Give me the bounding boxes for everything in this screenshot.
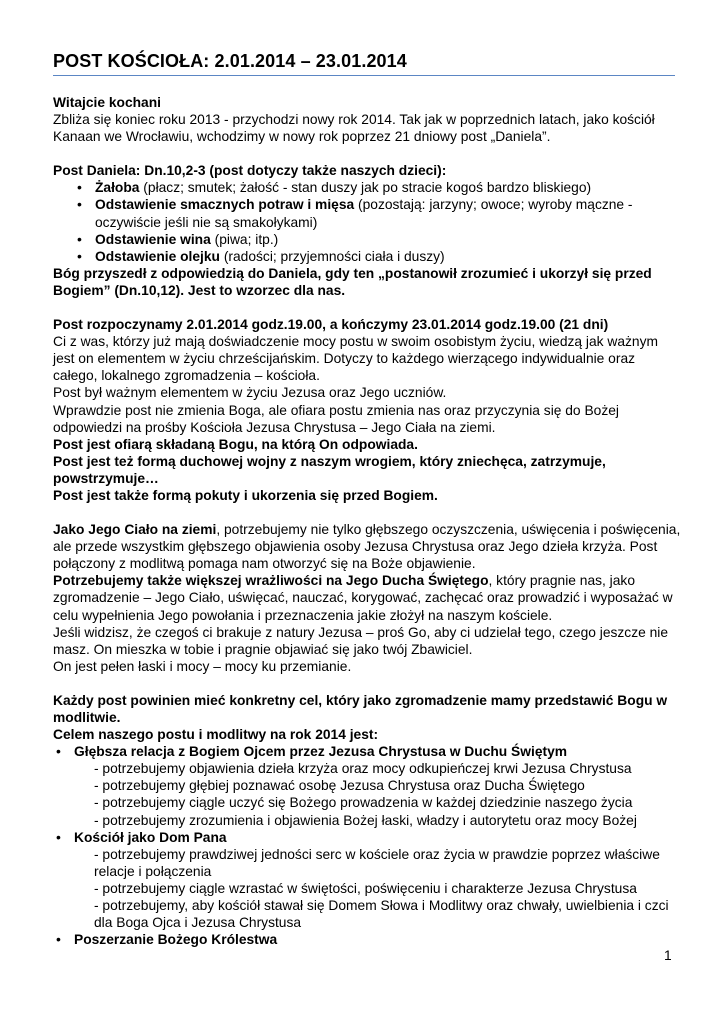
item-label: Żałoba <box>95 180 140 196</box>
statement-repentance: Post jest także formą pokuty i ukorzenia się przed Bogiem. <box>53 487 438 503</box>
goal-line: - potrzebujemy zrozumienia i objawienia Bożej łaski, władzy i autorytetu oraz mocy Bożej <box>94 812 637 828</box>
dates-paragraph-3: Wprawdzie post nie zmienia Boga, ale ofiara postu zmienia nas oraz przyczynia się do Bożej odpowiedzi na prośby Kościoła Jezusa Chrystusa – Jego Ciała na ziemi. <box>53 402 619 435</box>
greeting: Witajcie kochani <box>53 95 161 110</box>
dates-paragraph-2: Post był ważnym elementem w życiu Jezusa oraz Jego uczniów. <box>53 385 447 401</box>
goal-line: - potrzebujemy ciągle uczyć się Bożego prowadzenia w każdej dziedzinie naszego życia <box>94 795 633 811</box>
body-text-2: , który pragnie nas, jako zgromadzenie – Jego Ciało, uświęcać, nauczać, korygować, zachęcać oraz prowadzić i wyposażać w celu wypełnienia Jego powołania i przeznaczenia jakie złożył na naszym kościele. <box>53 573 673 623</box>
goal-item-title: Głębsza relacja z Bogiem Ojcem przez Jezusa Chrystusa w Duchu Świętym <box>74 744 568 760</box>
body-paragraph-4: On jest pełen łaski i mocy – mocy ku przemianie. <box>53 658 352 674</box>
goal-intro: Każdy post powinien mieć konkretny cel, który jako zgromadzenie mamy przedstawić Bogu w modlitwie. <box>53 692 668 725</box>
list-item <box>53 248 683 265</box>
goal-item-title: Kościół jako Dom Pana <box>74 829 227 845</box>
item-label: Odstawienie smacznych potraw i mięsa <box>95 197 355 213</box>
list-item <box>53 179 683 196</box>
dates-paragraph-1: Ci z was, którzy już mają doświadczenie mocy postu w swoim osobistym życiu, wiedzą jak ważnym jest on elementem w życiu chrześcijańskim. Dotyczy to każdego wierzącego indywidualnie oraz całego, lokalnego zgromadzenia – kościoła. <box>53 334 658 384</box>
page-number: 1 <box>664 948 672 963</box>
list-item <box>53 196 683 230</box>
dates-heading: Post rozpoczynamy 2.01.2014 godz.19.00, a kończymy 23.01.2014 godz.19.00 (21 dni) <box>53 317 609 333</box>
statement-offering: Post jest ofiarą składaną Bogu, na którą On odpowiada. <box>53 436 418 452</box>
goal-line: - potrzebujemy ciągle wzrastać w świętości, poświęceniu i charakterze Jezusa Chrystusa <box>94 880 637 896</box>
goal-heading: Celem naszego postu i modlitwy na rok 2014 jest: <box>53 727 379 743</box>
daniel-list <box>53 179 683 264</box>
item-text: (piwa; itp.) <box>210 231 279 247</box>
body-paragraph-3: Jeśli widzisz, że czegoś ci brakuje z natury Jezusa – proś Go, aby ci udzielał tego, czego jeszcze nie masz. On mieszka w tobie i pragnie objawiać się jako twój Zbawiciel. <box>53 624 669 657</box>
goal-item <box>53 743 683 828</box>
item-text: (płacz; smutek; żałość - stan duszy jak po stracie kogoś bardzo bliskiego) <box>139 180 592 196</box>
daniel-answer: Bóg przyszedł z odpowiedzią do Daniela, gdy ten „postanowił zrozumieć i ukorzył się przed Bogiem” (Dn.10,12). Jest to wzorzec dla nas. <box>53 265 652 298</box>
goal-line: - potrzebujemy prawdziwej jedności serc w kościele oraz życia w prawdzie poprzez właściwe relacje i połączenia <box>94 846 660 879</box>
item-label: Odstawienie wina <box>95 231 211 247</box>
page-title: POST KOŚCIOŁA: 2.01.2014 – 23.01.2014 <box>53 51 407 71</box>
body-paragraph-1 <box>53 521 683 624</box>
list-item <box>53 231 683 248</box>
document-body <box>53 94 683 948</box>
goal-list <box>53 743 683 948</box>
intro-paragraph: Zbliża się koniec roku 2013 - przychodzi nowy rok 2014. Tak jak w poprzednich latach, jako kościół Kanaan we Wrocławiu, wchodzimy w nowy rok poprzez 21 dniowy post „Daniela”. <box>53 112 655 145</box>
title-divider <box>53 75 675 76</box>
goal-line: - potrzebujemy, aby kościół stawał się Domem Słowa i Modlitwy oraz chwały, uwielbienia i czci dla Boga Ojca i Jezusa Chrystusa <box>94 898 669 931</box>
daniel-heading: Post Daniela: Dn.10,2-3 (post dotyczy także naszych dzieci): <box>53 163 447 179</box>
item-label: Odstawienie olejku <box>95 248 220 264</box>
item-text: (radości; przyjemności ciała i duszy) <box>219 248 445 264</box>
body-emphasis-2: Potrzebujemy także większej wrażliwości na Jego Ducha Świętego <box>53 573 489 589</box>
goal-item <box>53 931 683 948</box>
item-text: (pozostają: jarzyny; owoce; wyroby mączne - oczywiście jeśli nie są smakołykami) <box>95 197 633 230</box>
goal-item-title: Poszerzanie Bożego Królestwa <box>74 932 278 948</box>
goal-line: - potrzebujemy objawienia dzieła krzyża oraz mocy odkupieńczej krwi Jezusa Chrystusa <box>94 761 632 777</box>
body-emphasis-1: Jako Jego Ciało na ziemi <box>53 522 217 538</box>
goal-item <box>53 829 683 932</box>
statement-warfare: Post jest też formą duchowej wojny z naszym wrogiem, który zniechęca, zatrzymuje, powstrzymuje… <box>53 453 606 486</box>
goal-line: - potrzebujemy głębiej poznawać osobę Jezusa Chrystusa oraz Ducha Świętego <box>94 778 585 794</box>
body-text-1: , potrzebujemy nie tylko głębszego oczyszczenia, uświęcenia i poświęcenia, ale przede wszystkim głębszego objawienia osoby Jezusa Chrystusa oraz Jego dzieła krzyża. Post połączony z modlitwą pomaga nam otworzyć się na Boże objawienie. <box>53 522 681 572</box>
